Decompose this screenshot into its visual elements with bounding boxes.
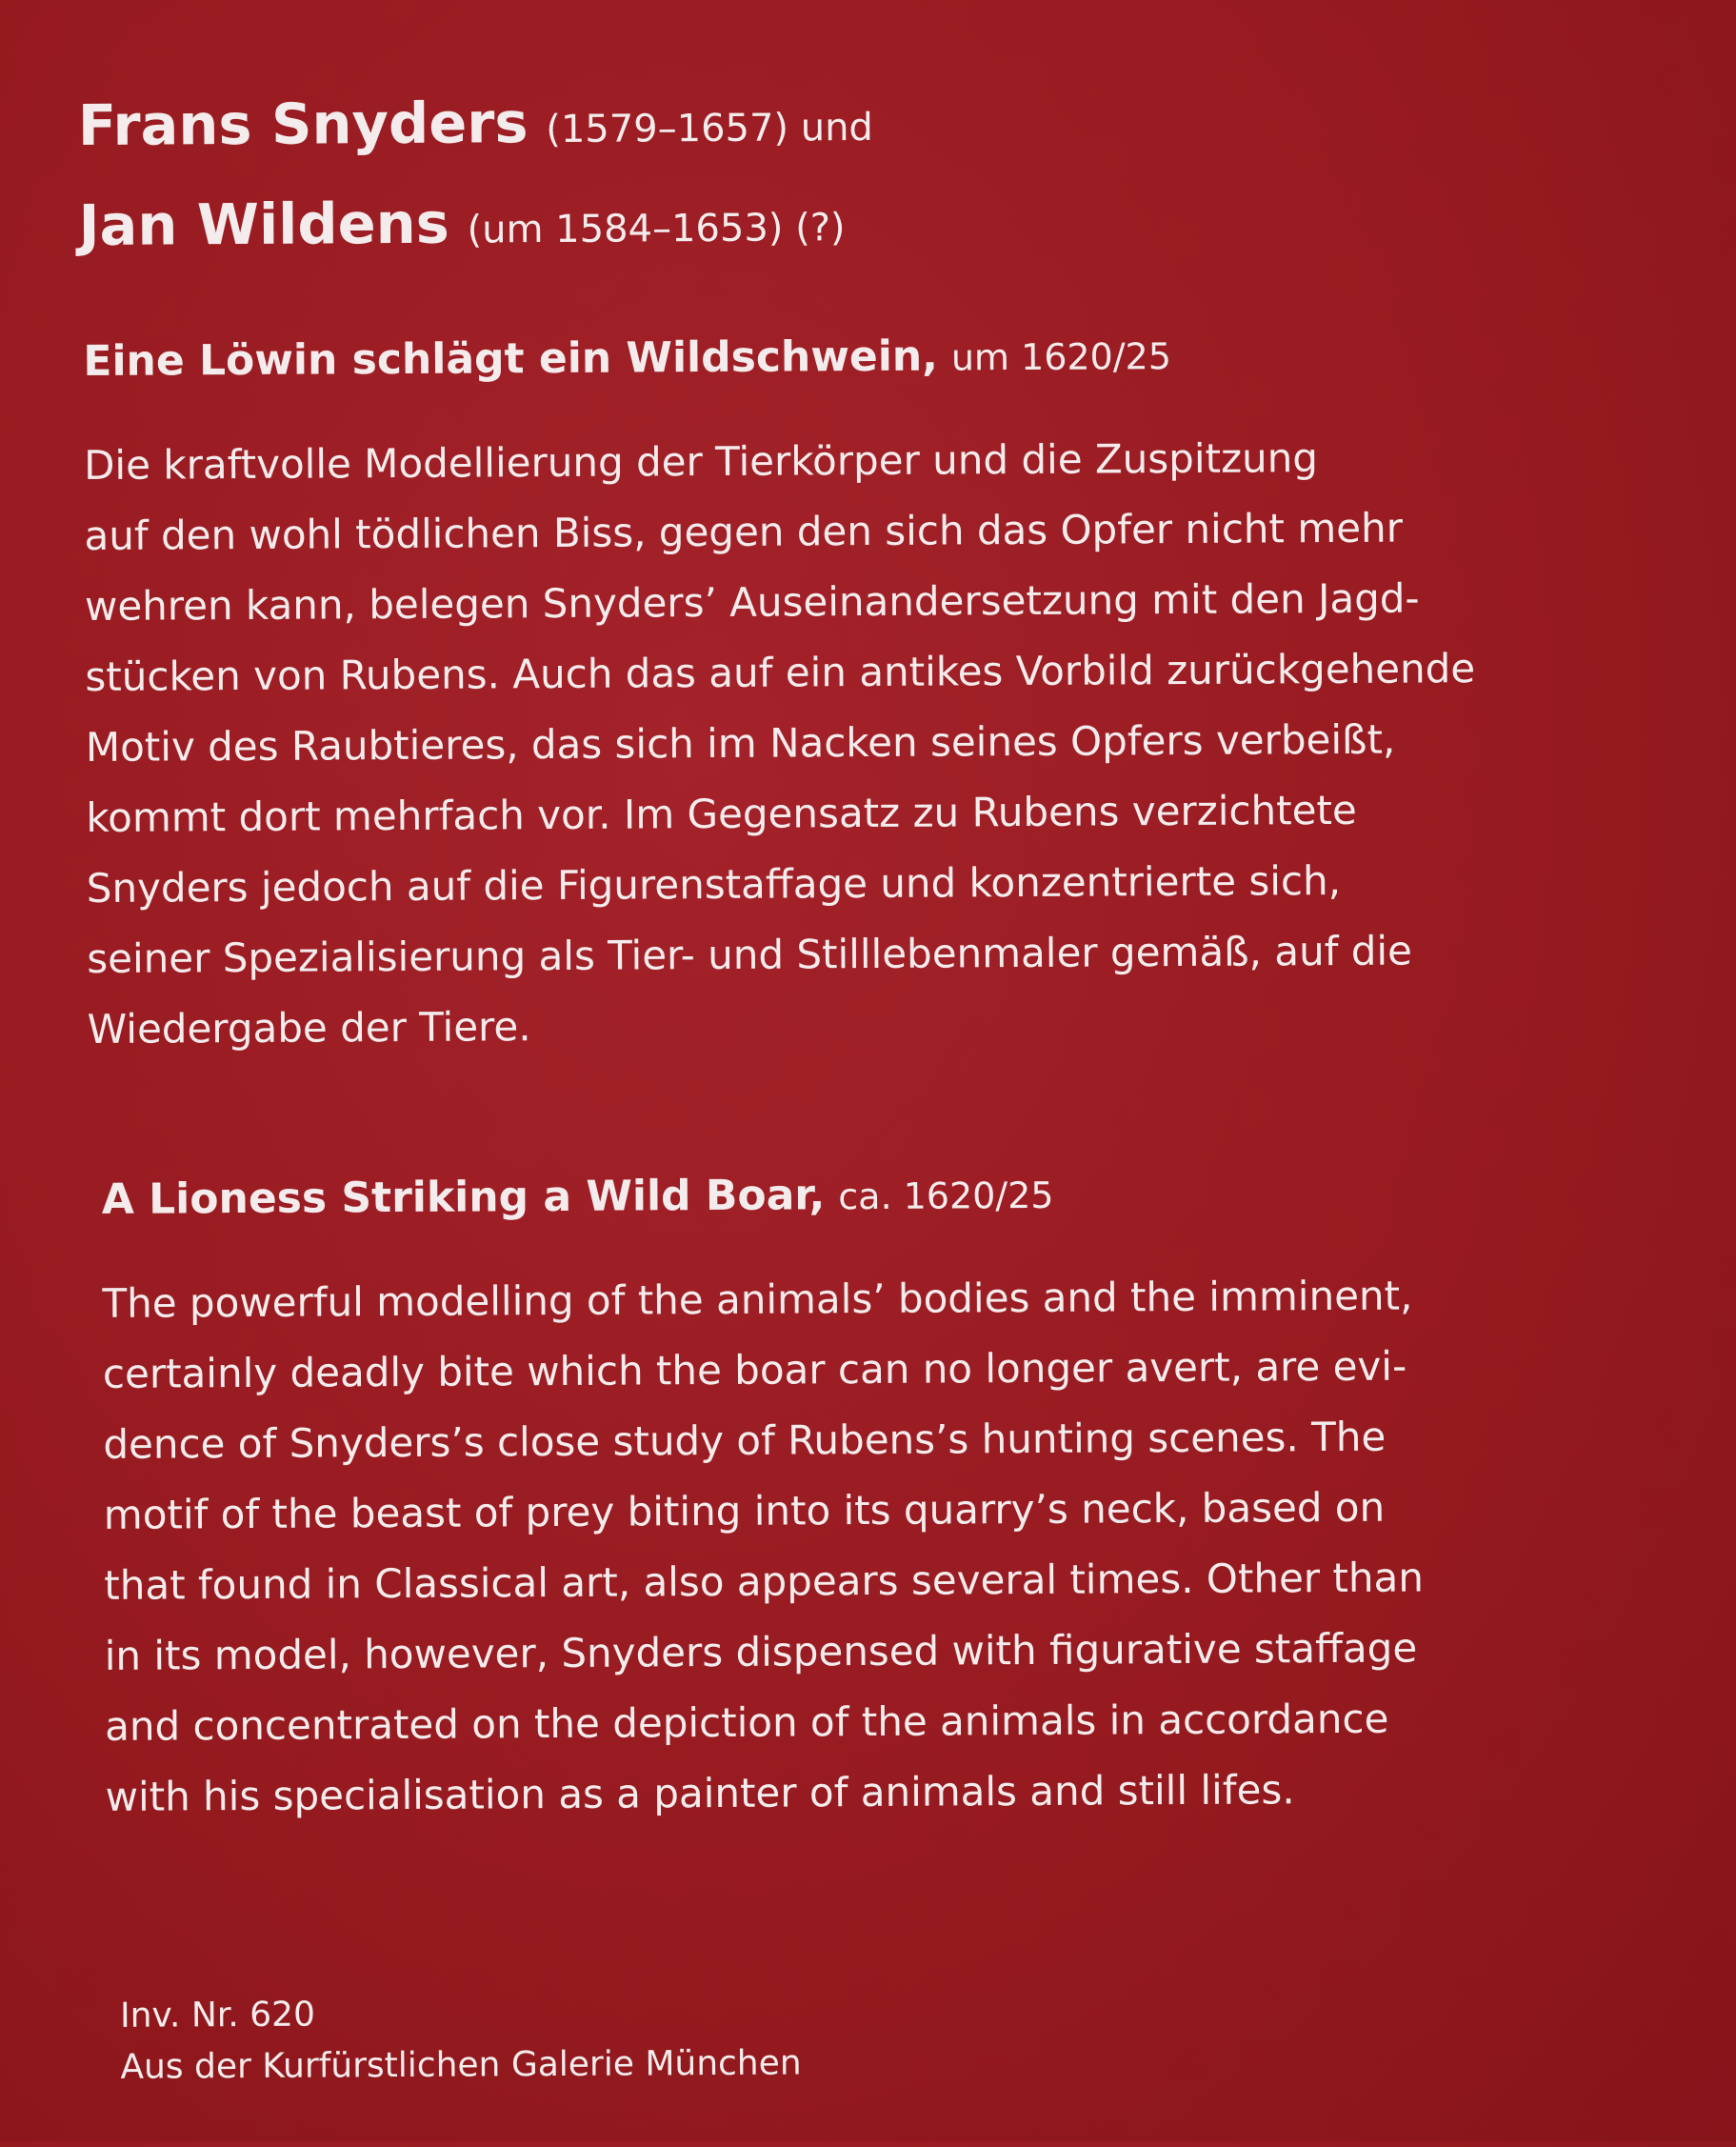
artist-dates: (um 1584–1653) (?) (467, 206, 846, 252)
german-artwork-title: Eine Löwin schlägt ein Wildschwein, (83, 331, 939, 387)
text-line: certainly deadly bite which the boar can no longer avert, are evi- (102, 1342, 1407, 1397)
text-line: stücken von Rubens. Auch das auf ein antikes Vorbild zurückgehende (85, 645, 1476, 701)
english-title-line (102, 1157, 1673, 1234)
footer-credits (120, 1986, 802, 2093)
english-description (102, 1157, 1677, 1833)
text-line: and concentrated on the depiction of the animals in accordance (105, 1695, 1389, 1750)
text-line: seiner Spezialisierung als Tier- und Stilllebenmaler gemäß, auf die (87, 927, 1413, 983)
artist-name: Jan Wildens (78, 190, 449, 259)
german-title-line (83, 319, 1654, 396)
german-description (83, 319, 1659, 1065)
text-line: kommt dort mehrfach vor. Im Gegensatz zu Rubens verzichtete (86, 786, 1357, 842)
text-line: that found in Classical art, also appears several times. Other than (104, 1554, 1425, 1609)
text-line: in its model, however, Snyders dispensed with figurative staffage (104, 1624, 1418, 1679)
text-line: Snyders jedoch auf die Figurenstaffage und konzentrierte sich, (86, 856, 1342, 913)
german-body-text (84, 421, 1659, 1065)
text-line: The powerful modelling of the animals’ bodies and the imminent, (102, 1272, 1413, 1327)
artist-line-wildens (78, 170, 1603, 279)
artist-dates: (1579–1657) und (546, 105, 874, 152)
text-line: motif of the beast of prey biting into its quarry’s neck, based on (103, 1483, 1386, 1538)
text-line: Wiedergabe der Tiere. (87, 1003, 531, 1053)
text-line: wehren kann, belegen Snyders’ Auseinandersetzung mit den Jagd- (84, 574, 1420, 631)
provenance: Aus der Kurfürstlichen Galerie München (120, 2043, 802, 2087)
text-line: Die kraftvolle Modellierung der Tierkörper und die Zuspitzung (83, 434, 1319, 490)
inventory-number: Inv. Nr. 620 (119, 1995, 316, 2036)
text-line: Motiv des Raubtieres, das sich im Nacken seines Opfers verbeißt, (85, 715, 1396, 772)
german-artwork-date: um 1620/25 (950, 335, 1172, 379)
text-line: auf den wohl tödlichen Biss, gegen den sich das Opfer nicht mehr (84, 504, 1404, 560)
english-artwork-title: A Lioness Striking a Wild Boar, (101, 1171, 826, 1224)
artist-heading (78, 70, 1603, 279)
english-body-text (102, 1259, 1677, 1833)
artist-line-snyders (78, 70, 1603, 179)
artist-name: Frans Snyders (77, 90, 529, 159)
text-line: with his specialisation as a painter of animals and still lifes. (105, 1766, 1295, 1820)
english-artwork-date: ca. 1620/25 (838, 1174, 1054, 1218)
text-line: dence of Snyders’s close study of Rubens’s hunting scenes. The (103, 1413, 1387, 1468)
